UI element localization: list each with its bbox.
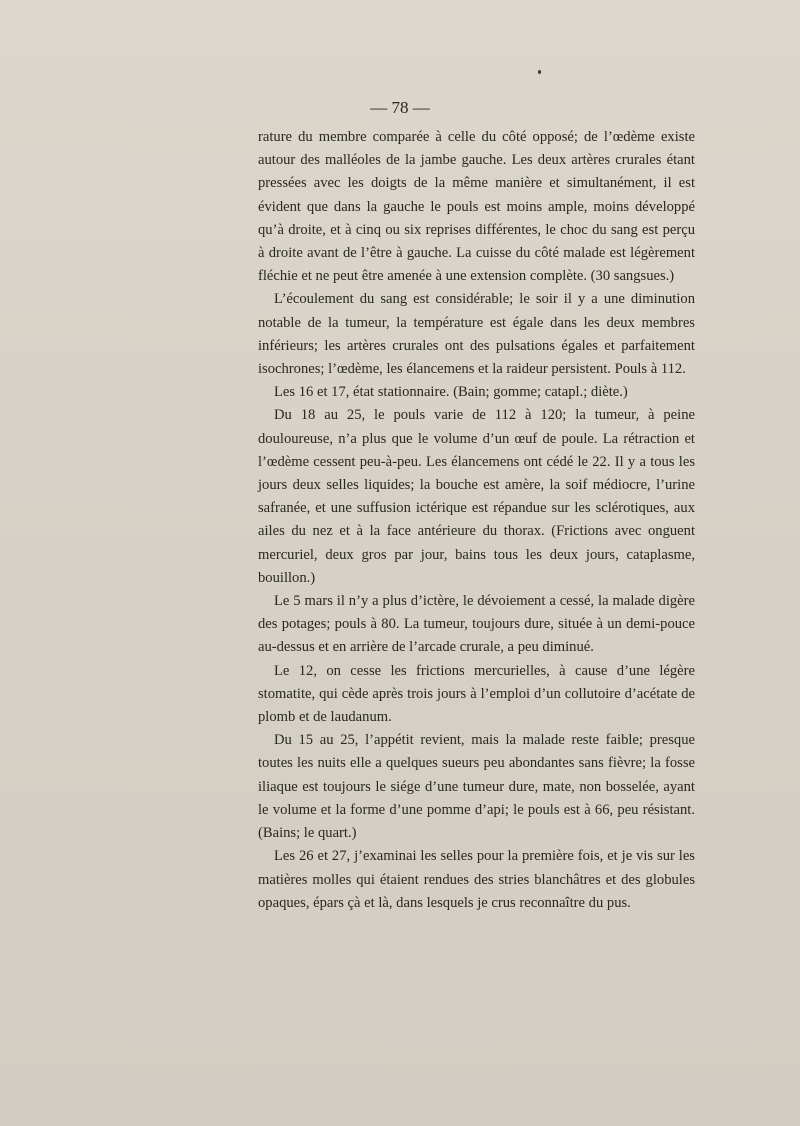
ink-speck — [538, 70, 541, 74]
paragraph: L’écoulement du sang est considérable; le soir il y a une diminution notable de la tumeur, la température est égale dans les deux membres inférieurs; les artères crurales ont des pulsations égales et parfaitement isochrones; l’œdème, les élancemens et la raideur persistent. Pouls à 112. — [258, 291, 695, 378]
paragraph: Le 12, on cesse les frictions mercurielles, à cause d’une légère stomatite, qui cède après trois jours à l’emploi d’un collutoire d’acétate de plomb et de laudanum. — [258, 662, 695, 726]
paragraph: Le 5 mars il n’y a plus d’ictère, le dévoiement a cessé, la malade digère des potages; pouls à 80. La tumeur, toujours dure, située à un demi-pouce au-dessus et en arrière de l’arcade crurale, a peu diminué. — [258, 593, 695, 656]
paragraph: Du 15 au 25, l’appétit revient, mais la malade reste faible; presque toutes les nuits elle a quelques sueurs peu abondantes sans fièvre; la fosse iliaque est toujours le siége d’une tumeur dure, mate, non bosselée, ayant le volume et la forme d’une pomme d’api; le pouls est à 66, peu résistant. (Bains; le quart.) — [258, 732, 695, 842]
paragraph: Les 16 et 17, état stationnaire. (Bain; gomme; catapl.; diète.) — [274, 384, 628, 401]
page-number: — 78 — — [370, 98, 430, 117]
paragraph: Les 26 et 27, j’examinai les selles pour la première fois, et je vis sur les matières molles qui étaient rendues des stries blanchâtres et des globules opaques, épars çà et là, dans lesquels je crus reconnaître du pus. — [258, 848, 695, 911]
paragraph: Du 18 au 25, le pouls varie de 112 à 120; la tumeur, à peine douloureuse, n’a plus que le volume d’un œuf de poule. La rétraction et l’œdème cessent peu-à-peu. Les élancemens ont cédé le 22. Il y a tous les jours deux selles liquides; la bouche est amère, la soif médiocre, l’urine safranée, et une suffusion ictérique est répandue sur les sclérotiques, aux ailes du nez et à la face antérieure du thorax. (Frictions avec onguent mercuriel, deux gros par jour, bains tous les deux jours, cataplasme, bouillon.) — [258, 407, 695, 586]
paragraph: rature du membre comparée à celle du côté opposé; de l’œdème existe autour des malléoles de la jambe gauche. Les deux artères crurales étant pressées avec les doigts de la même manière et simultanément, il est évident que dans la gauche le pouls est moins ample, moins développé qu’à droite, et à cinq ou six reprises différentes, le choc du sang est perçu à droite avant de l’être à gauche. La cuisse du côté malade est légèrement fléchie et ne peut être amenée à une extension complète. (30 sangsues.) — [258, 129, 695, 285]
body-text — [258, 126, 695, 915]
